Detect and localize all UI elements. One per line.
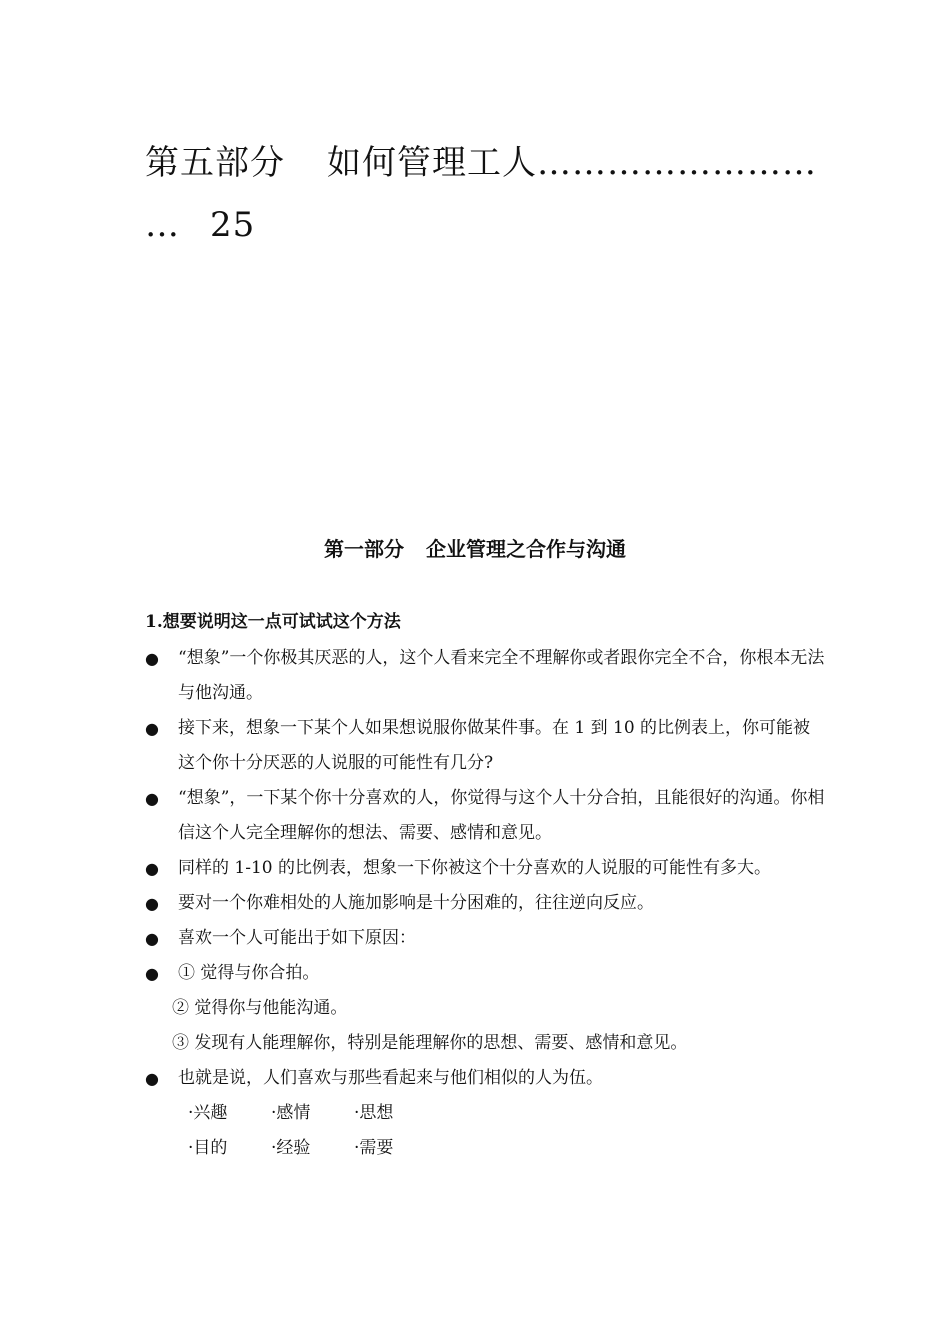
sub-item: ③ 发现有人能理解你，特别是能理解你的思想、需要、感情和意见。 xyxy=(172,1033,688,1053)
section-title xyxy=(0,533,950,562)
list-item xyxy=(145,851,825,886)
toc-entry-continuation xyxy=(145,205,255,245)
list-item-text: “想象”，一下某个你十分喜欢的人，你觉得与这个人十分合拍，且能很好的沟通。你相信这个人完全理解你的想法、需要、感情和意见。 xyxy=(178,788,825,843)
list-item-text: ① 觉得与你合拍。 xyxy=(178,963,320,983)
bullet-icon: ● xyxy=(145,1069,159,1088)
list-item xyxy=(145,781,825,851)
subheading: 1.想要说明这一点可试试这个方法 xyxy=(145,612,401,632)
list-item xyxy=(145,921,825,956)
sub-item: ② 觉得你与他能沟通。 xyxy=(172,998,348,1018)
tag-need: ·需要 xyxy=(354,1138,394,1158)
list-item xyxy=(145,956,825,991)
tag-purpose: ·目的 xyxy=(188,1138,228,1158)
toc-dots: … xyxy=(145,205,180,245)
tag-experience: ·经验 xyxy=(271,1138,311,1158)
list-item-text: 也就是说，人们喜欢与那些看起来与他们相似的人为伍。 xyxy=(178,1068,603,1088)
toc-part-title: 第五部分 xyxy=(145,143,285,183)
list-item xyxy=(145,711,825,781)
toc-entry-line xyxy=(145,135,817,184)
list-item xyxy=(145,641,825,711)
toc-entry-text: 如何管理工人…………………… xyxy=(327,143,817,183)
list-item xyxy=(145,1061,825,1096)
bullet-icon: ● xyxy=(145,859,159,878)
tag-row xyxy=(145,1131,825,1166)
tag-interest: ·兴趣 xyxy=(188,1103,228,1123)
bullet-icon: ● xyxy=(145,719,159,738)
bullet-icon: ● xyxy=(145,649,159,668)
bullet-icon: ● xyxy=(145,964,159,983)
tag-emotion: ·感情 xyxy=(271,1103,311,1123)
list-item-text: 喜欢一个人可能出于如下原因： xyxy=(178,928,416,948)
section-name: 企业管理之合作与沟通 xyxy=(426,537,626,561)
list-item-text: 要对一个你难相处的人施加影响是十分困难的，往往逆向反应。 xyxy=(178,893,654,913)
bullet-icon: ● xyxy=(145,894,159,913)
tag-row xyxy=(145,1096,825,1131)
section-part: 第一部分 xyxy=(324,537,404,561)
bullet-icon: ● xyxy=(145,929,159,948)
toc-page-number: 25 xyxy=(210,205,256,245)
list-item-text: “想象”一个你极其厌恶的人，这个人看来完全不理解你或者跟你完全不合，你根本无法与他沟通。 xyxy=(178,648,825,703)
tag-thought: ·思想 xyxy=(354,1103,394,1123)
bullet-icon: ● xyxy=(145,789,159,808)
list-item-text: 同样的 1-10 的比例表，想象一下你被这个十分喜欢的人说服的可能性有多大。 xyxy=(178,858,771,878)
list-item xyxy=(145,886,825,921)
bullet-list xyxy=(145,641,825,1166)
list-item-text: 接下来，想象一下某个人如果想说服你做某件事。在 1 到 10 的比例表上，你可能被这个你十分厌恶的人说服的可能性有几分? xyxy=(178,718,811,773)
